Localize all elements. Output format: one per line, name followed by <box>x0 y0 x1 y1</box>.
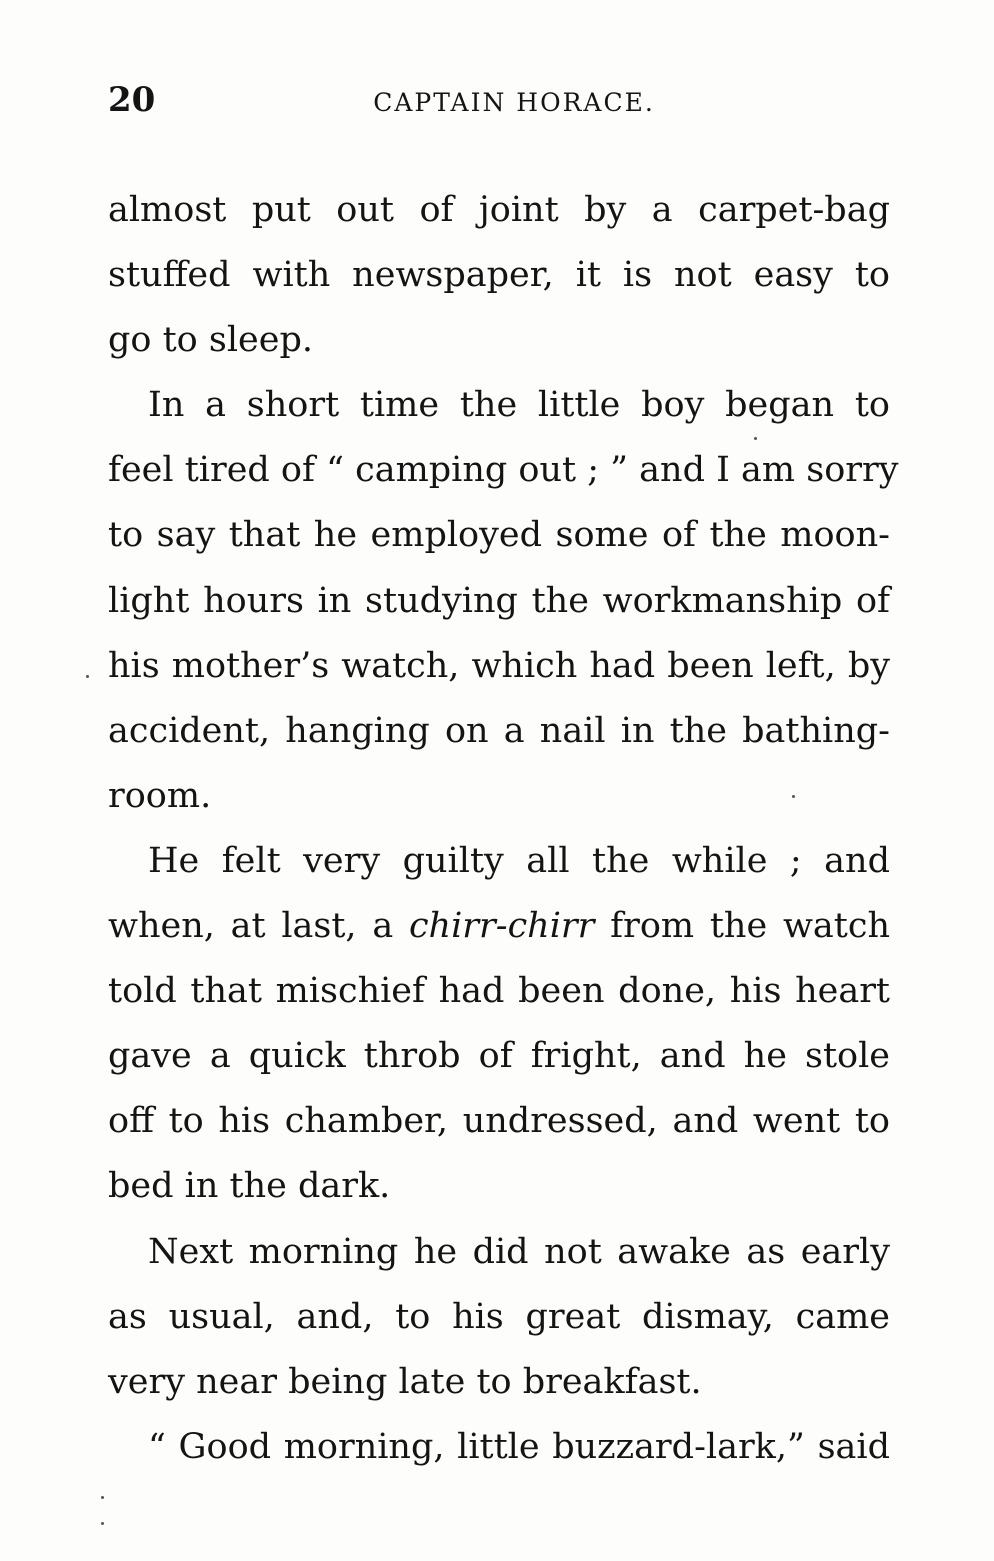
scan-speck <box>101 1522 104 1525</box>
running-title: CAPTAIN HORACE. <box>373 88 655 117</box>
text-line: gave a quick throb of fright, and he stole <box>108 1036 890 1077</box>
text-line: very near being late to breakfast. <box>108 1361 702 1402</box>
scan-speck <box>754 437 757 440</box>
text-run: from the watch <box>594 906 890 947</box>
scan-speck <box>101 1496 104 1499</box>
text-line: In a short time the little boy began to <box>148 385 890 426</box>
text-line: feel tired of “ camping out ; ” and I am sorry <box>108 450 899 491</box>
text-line: to say that he employed some of the moon- <box>108 515 890 556</box>
text-line: as usual, and, to his great dismay, came <box>108 1296 890 1337</box>
italic-sound-word: chirr-chirr <box>408 906 595 947</box>
text-run: when, at last, a <box>108 906 409 947</box>
text-line: told that mischief had been done, his heart <box>108 971 890 1012</box>
page-header <box>108 80 890 130</box>
page-number: 20 <box>108 80 156 120</box>
text-line: almost put out of joint by a carpet-bag <box>108 190 890 230</box>
text-line: his mother’s watch, which had been left, by <box>108 645 890 686</box>
text-line: light hours in studying the workmanship of <box>108 580 890 621</box>
scan-speck <box>86 675 89 678</box>
text-line: accident, hanging on a nail in the bathing- <box>108 710 890 751</box>
text-line-with-italic <box>108 894 890 959</box>
text-line: stuffed with newspaper, it is not easy to <box>108 255 890 296</box>
body-text <box>108 178 899 1480</box>
text-line: bed in the dark. <box>108 1166 391 1207</box>
scan-speck <box>792 795 795 798</box>
text-line: off to his chamber, undressed, and went to <box>108 1101 890 1142</box>
text-line: “ Good morning, little buzzard-lark,” said <box>148 1426 890 1467</box>
text-line: go to sleep. <box>108 320 313 361</box>
text-line: room. <box>108 775 212 816</box>
text-line: Next morning he did not awake as early <box>148 1231 890 1272</box>
text-line: He felt very guilty all the while ; and <box>148 840 890 881</box>
